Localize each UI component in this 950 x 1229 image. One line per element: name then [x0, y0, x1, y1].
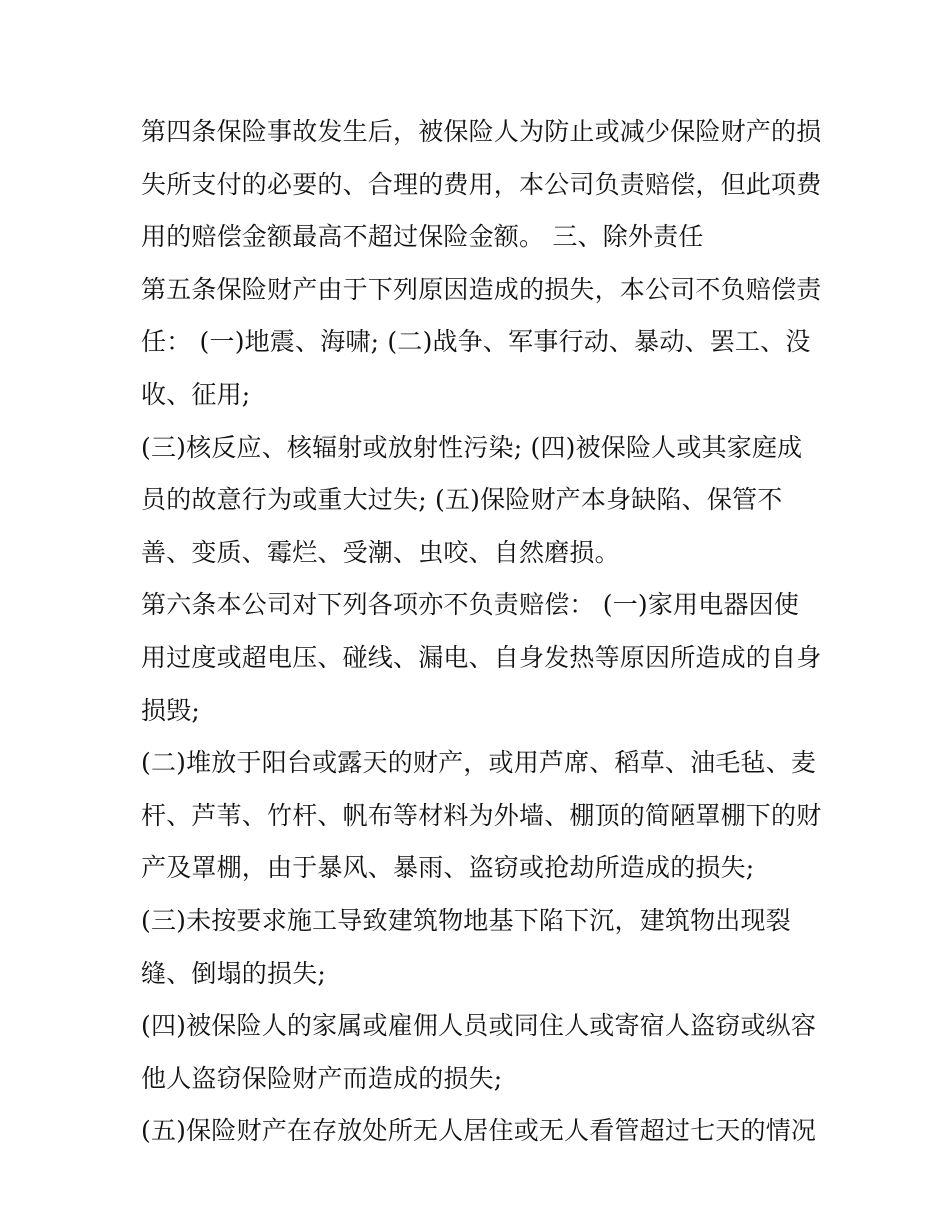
- text-line: 损毁;: [141, 695, 201, 725]
- text-line: (四)被保险人的家属或雇佣人员或同住人或寄宿人盗窃或纵容: [141, 1011, 817, 1041]
- text-line: 善、变质、霉烂、受潮、虫咬、自然磨损。: [141, 537, 620, 567]
- document-body: [141, 106, 821, 1158]
- text-line: 第四条保险事故发生后，被保险人为防止或减少保险财产的损: [141, 117, 822, 146]
- text-line: 用的赔偿金额最高不超过保险金额。 三、除外责任: [141, 222, 704, 252]
- text-line: 收、征用;: [141, 379, 251, 409]
- text-line: 任： (一)地震、海啸; (二)战争、军事行动、暴动、罢工、没: [141, 327, 811, 357]
- text-line: (二)堆放于阳台或露天的财产，或用芦席、稻草、油毛毡、麦: [141, 748, 817, 778]
- text-line: 产及罩棚，由于暴风、暴雨、盗窃或抢劫所造成的损失;: [141, 853, 755, 883]
- text-line: (三)未按要求施工导致建筑物地基下陷下沉，建筑物出现裂: [141, 905, 791, 935]
- text-line: (五)保险财产在存放处所无人居住或无人看管超过七天的情况: [141, 1116, 817, 1146]
- text-line: 用过度或超电压、碰线、漏电、自身发热等原因所造成的自身: [141, 642, 822, 672]
- text-line: 他人盗窃保险财产而造成的损失;: [141, 1063, 503, 1093]
- text-line: 第五条保险财产由于下列原因造成的损失，本公司不负赔偿责: [141, 274, 822, 304]
- text-line: 第六条本公司对下列各项亦不负责赔偿： (一)家用电器因使: [141, 590, 800, 620]
- text-line: 缝、倒塌的损失;: [141, 958, 327, 988]
- text-line: 失所支付的必要的、合理的费用，本公司负责赔偿，但此项费: [141, 169, 822, 199]
- text-line: (三)核反应、核辐射或放射性污染; (四)被保险人或其家庭成: [141, 432, 803, 462]
- text-line: 员的故意行为或重大过失; (五)保险财产本身缺陷、保管不: [141, 485, 783, 515]
- text-line: 杆、芦苇、竹杆、帆布等材料为外墙、棚顶的简陋罩棚下的财: [141, 800, 822, 830]
